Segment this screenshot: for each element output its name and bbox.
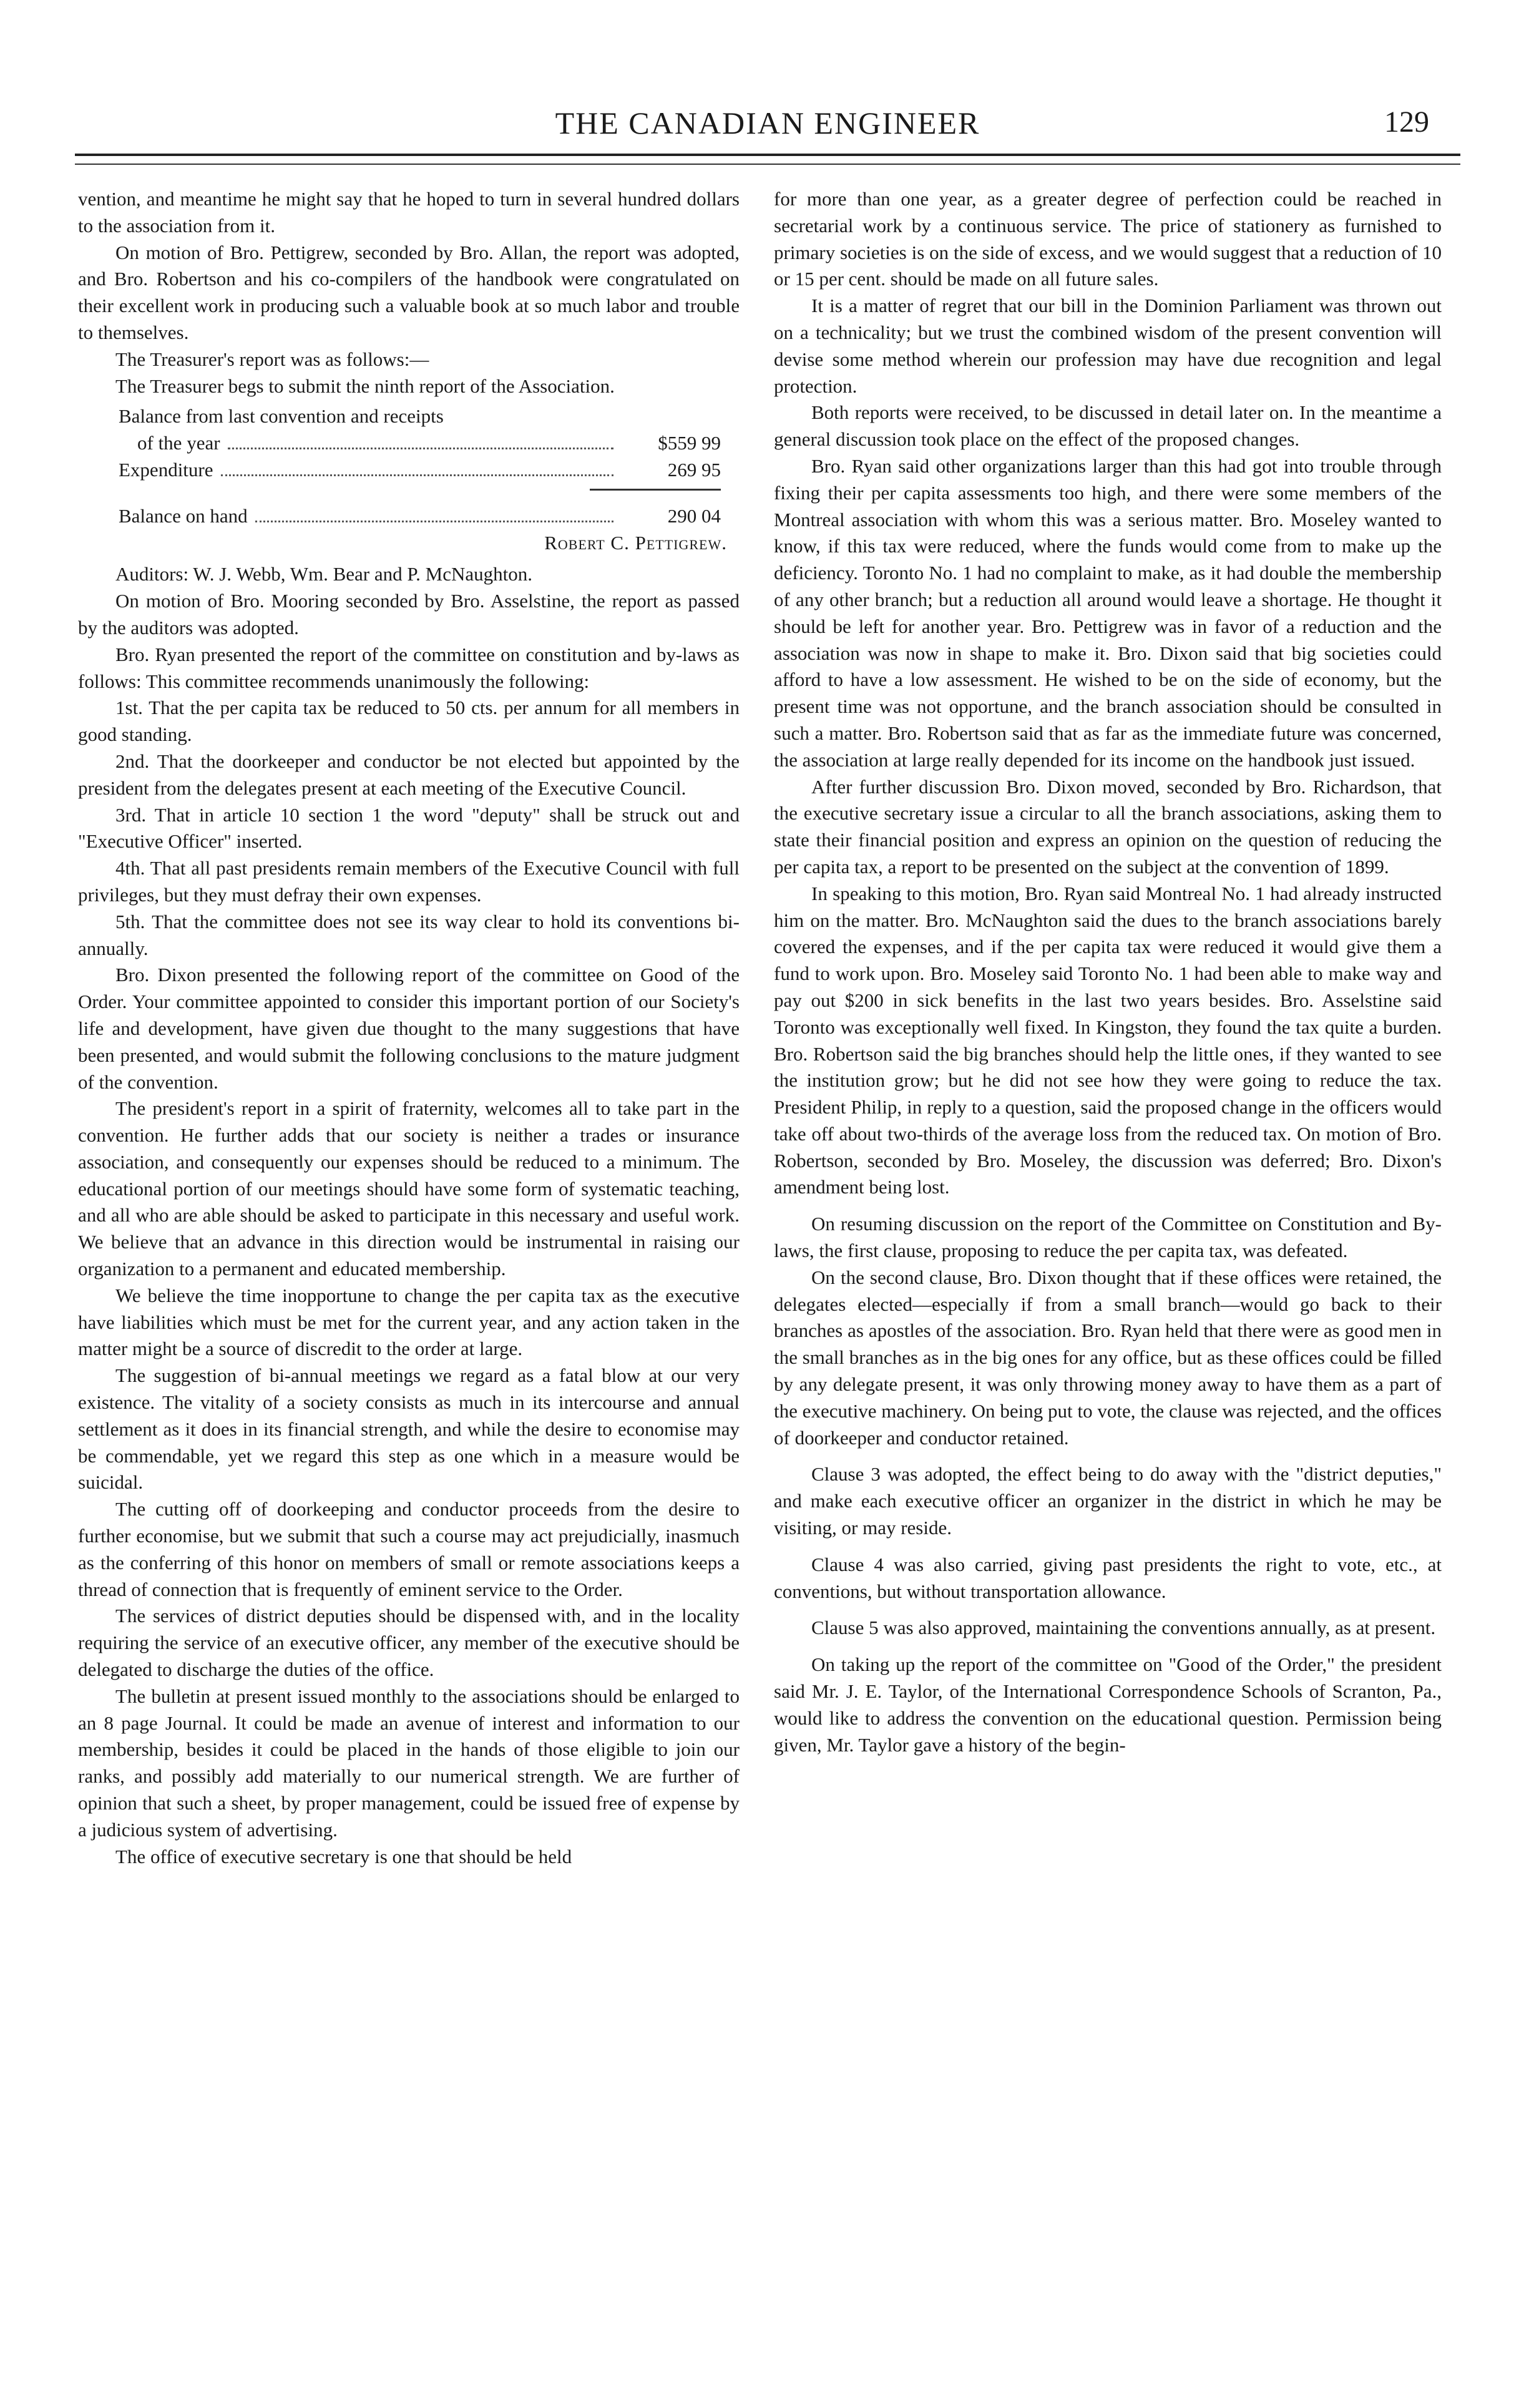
dot-leader bbox=[228, 448, 613, 449]
paragraph: On motion of Bro. Pettigrew, seconded by Bro. Allan, the report was adopted, and Bro. Robertson and his co-compilers of the handbook were congratulated on their excellent work in producing such a valuable book at so much labor and trouble to themselves. bbox=[78, 241, 740, 343]
paragraph: The Treasurer begs to submit the ninth report of the Association. bbox=[115, 374, 615, 397]
paragraph: The suggestion of bi-annual meetings we regard as a fatal blow at our very existence. The vitality of a society consists as much in its intercourse and annual settlement as it does in its financial strength, and while the desire to economise may be commendable, yet we regard this step as one which in a measure would be suicidal. bbox=[78, 1364, 740, 1494]
paragraph: Auditors: W. J. Webb, Wm. Bear and P. McNaughton. bbox=[115, 563, 532, 585]
report-amount: $559 99 bbox=[658, 432, 721, 454]
paragraph: On the second clause, Bro. Dixon thought that if these offices were retained, the delegates elected—especially if from a small branch—would go back to their branches as apostles of the association. Bro. Ryan held that there were as good men in the small branches as in the big ones for any office, but as these offices could be filled by any delegate present, it was only throwing money away to have them as a part of the executive machinery. On being put to vote, the clause was rejected, and the offices of doorkeeper and conductor retained. bbox=[774, 1266, 1442, 1449]
report-row bbox=[78, 430, 740, 457]
right-column bbox=[774, 186, 1442, 1758]
report-label: Expenditure bbox=[119, 458, 213, 481]
paragraph: 1st. That the per capita tax be reduced to 50 cts. per annum for all members in good standing. bbox=[78, 697, 740, 746]
paragraph: On motion of Bro. Mooring seconded by Bro. Asselstine, the report as passed by the auditors was adopted. bbox=[78, 590, 740, 639]
paragraph: for more than one year, as a greater degree of perfection could be reached in secretarial work by a continuous service. The price of stationery as furnished to primary societies is on the side of excess, and we would suggest that a reduction of 10 or 15 per cent. should be made on all future sales. bbox=[774, 188, 1442, 290]
left-column bbox=[78, 186, 740, 1870]
paragraph: Bro. Dixon presented the following report of the committee on Good of the Order. Your committee appointed to consider this important portion of our Society's life and development, have given due thought to the many suggestions that have been presented, and would submit the following conclusions to the mature judgment of the convention. bbox=[78, 964, 740, 1093]
header-rule-thick bbox=[75, 154, 1460, 156]
report-label: of the year bbox=[137, 432, 220, 454]
paragraph: Bro. Ryan presented the report of the committee on constitution and by-laws as follows: This committee recommends unanimously the following: bbox=[78, 643, 740, 692]
paragraph: 2nd. That the doorkeeper and conductor be not elected but appointed by the president from the delegates present at each meeting of the Executive Council. bbox=[78, 750, 740, 799]
paragraph: Clause 4 was also carried, giving past presidents the right to vote, etc., at conventions, but without transportation allowance. bbox=[774, 1553, 1442, 1602]
paragraph: The president's report in a spirit of fraternity, welcomes all to take part in the convention. He further adds that our society is neither a trades or insurance association, and consequently our expenses should be reduced to a minimum. The educational portion of our meetings should have some form of systematic teaching, and all who are able should be asked to participate in this necessary and useful work. We believe that an advance in this direction would be instrumental in raising our organization to a permanent and educated membership. bbox=[78, 1097, 740, 1280]
paragraph: vention, and meantime he might say that he hoped to turn in several hundred dollars to the association from it. bbox=[78, 188, 740, 237]
page-number: 129 bbox=[1384, 105, 1429, 139]
header-rule-thin bbox=[75, 164, 1460, 165]
report-row bbox=[78, 403, 740, 430]
report-amount: 290 04 bbox=[667, 504, 721, 527]
paragraph: On taking up the report of the committee on "Good of the Order," the president said Mr. J. E. Taylor, of the International Correspondence Schools of Scranton, Pa., would like to address the convention on the educational question. Permission being given, Mr. Taylor gave a history of the begin- bbox=[774, 1653, 1442, 1756]
paragraph: It is a matter of regret that our bill in the Dominion Parliament was thrown out on a technicality; but we trust the combined wisdom of the present convention will devise some method wherein our profession may have due recognition and legal protection. bbox=[774, 295, 1442, 397]
page-header bbox=[75, 105, 1460, 149]
paragraph: 4th. That all past presidents remain members of the Executive Council with full privileges, but they must defray their own expenses. bbox=[78, 857, 740, 906]
paragraph: The Treasurer's report was as follows:— bbox=[115, 348, 429, 370]
paragraph: We believe the time inopportune to change the per capita tax as the executive have liabilities which must be met for the current year, and any action taken in the matter might be a source of discredit to the order at large. bbox=[78, 1284, 740, 1360]
report-row bbox=[78, 503, 740, 530]
paragraph: The services of district deputies should be dispensed with, and in the locality requiring the service of an executive officer, any member of the executive should be delegated to discharge the duties of the office. bbox=[78, 1605, 740, 1681]
journal-title: THE CANADIAN ENGINEER bbox=[555, 105, 980, 140]
paragraph: Both reports were received, to be discussed in detail later on. In the meantime a general discussion took place on the effect of the proposed changes. bbox=[774, 401, 1442, 451]
treasurer-signature: Robert C. Pettigrew. bbox=[544, 531, 727, 554]
dot-leader bbox=[221, 474, 613, 476]
sum-rule bbox=[590, 489, 721, 491]
paragraph: 3rd. That in article 10 section 1 the word "deputy" shall be struck out and "Executive Officer" inserted. bbox=[78, 803, 740, 853]
treasurer-report-table bbox=[78, 403, 740, 556]
paragraph: The office of executive secretary is one that should be held bbox=[115, 1845, 572, 1867]
report-row bbox=[78, 457, 740, 484]
paragraph: Clause 3 was adopted, the effect being to do away with the "district deputies," and make each executive officer an organizer in the district in which he may be visiting, or may reside. bbox=[774, 1463, 1442, 1539]
paragraph: Clause 5 was also approved, maintaining the conventions annually, as at present. bbox=[811, 1617, 1436, 1639]
report-label: Balance on hand bbox=[119, 504, 248, 527]
paragraph: The cutting off of doorkeeping and conductor proceeds from the desire to further economise, but we submit that such a course may act prejudicially, inasmuch as the conferring of this honor on members of small or remote associations keeps a thread of connection that is frequently of eminent service to the Order. bbox=[78, 1498, 740, 1600]
paragraph: The bulletin at present issued monthly to the associations should be enlarged to an 8 page Journal. It could be made an avenue of interest and information to our membership, besides it could be placed in the hands of those eligible to join our ranks, and possibly add materially to our numerical strength. We are further of opinion that such a sheet, by proper management, could be issued free of expense by a judicious system of advertising. bbox=[78, 1685, 740, 1841]
paragraph: On resuming discussion on the report of the Committee on Constitution and By-laws, the first clause, proposing to reduce the per capita tax, was defeated. bbox=[774, 1213, 1442, 1262]
paragraph: After further discussion Bro. Dixon moved, seconded by Bro. Richardson, that the executive secretary issue a circular to all the branch associations, asking them to state their financial position and express an opinion on the question of reducing the per capita tax, a report to be presented on the subject at the convention of 1899. bbox=[774, 775, 1442, 878]
paragraph: Bro. Ryan said other organizations larger than this had got into trouble through fixing their per capita assessments too high, and there were some members of the Montreal association with whom this was a serious matter. Bro. Moseley wanted to know, if this tax were reduced, where the funds would come from to make up the deficiency. Toronto No. 1 had no complaint to make, as it had double the membership of any other branch; but a reduction all around would leave a shortage. He thought it should be left for another year. Bro. Pettigrew was in favor of a reduction and the association was now in shape to make it. Bro. Dixon said that big societies could afford to have a low assessment. He wished to be on the side of economy, but the present time was not opportune, and the branch association should be consulted in such a matter. Bro. Robertson said that as far as the immediate future was concerned, the association at large really depended for its income on the handbook just issued. bbox=[774, 454, 1442, 771]
paragraph: In speaking to this motion, Bro. Ryan said Montreal No. 1 had already instructed him on the matter. Bro. McNaughton said the dues to the branch associations barely covered the expenses, and if the per capita tax were reduced it would give them a fund to work upon. Bro. Moseley said Toronto No. 1 had been able to make way and pay out $200 in sick benefits in the last two years besides. Bro. Asselstine said Toronto was exceptionally well fixed. In Kingston, they found the tax quite a burden. Bro. Robertson said the big branches should help the little ones, if they wanted to see the institution grow; but he did not see how they were going to reduce the tax. President Philip, in reply to a question, said the proposed change in the officers would take off about two-thirds of the average loss from the reduced tax. On motion of Bro. Robertson, seconded by Bro. Moseley, the discussion was deferred; Bro. Dixon's amendment being lost. bbox=[774, 882, 1442, 1198]
report-amount: 269 95 bbox=[667, 458, 721, 481]
report-label: Balance from last convention and receipts bbox=[119, 405, 444, 428]
paragraph: 5th. That the committee does not see its way clear to hold its conventions bi-annually. bbox=[78, 910, 740, 959]
dot-leader bbox=[255, 521, 613, 522]
